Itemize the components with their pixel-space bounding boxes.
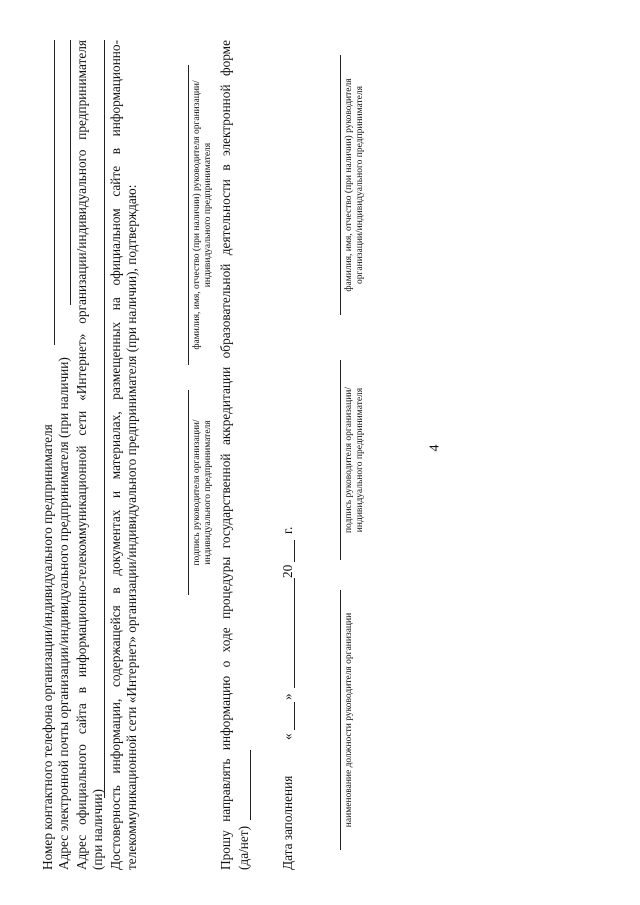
page-number: 4 bbox=[427, 444, 443, 452]
date-month-field[interactable] bbox=[294, 578, 295, 688]
head-signature-caption: подпись руководителя организации/ индивидуального предпринимателя bbox=[192, 419, 213, 566]
request-yes-no-field[interactable] bbox=[250, 750, 251, 820]
email-label: Адрес электронной почты организации/индивидуального предпринимателя (при наличии) bbox=[56, 357, 71, 870]
date-year-suffix: г. bbox=[280, 526, 295, 534]
date-label: Дата заполнения bbox=[280, 775, 295, 870]
bottom-signature-line[interactable] bbox=[340, 360, 341, 560]
trust-statement-cont: телекоммуникационной сети «Интернет» организации/индивидуального предпринимателя (при наличии), подтверждаю: bbox=[124, 184, 139, 870]
site-field[interactable] bbox=[104, 40, 105, 798]
bottom-signature-caption: подпись руководителя организации/ индивидуального предпринимателя bbox=[344, 386, 365, 534]
date-year-field[interactable] bbox=[294, 540, 295, 562]
position-caption: наименование должности руководителя организации bbox=[344, 612, 354, 828]
form-body bbox=[40, 40, 600, 870]
bottom-name-caption: фамилия, имя, отчество (при наличии) руководителя организации/индивидуального предпринимателя bbox=[344, 78, 365, 292]
trust-statement: Достоверность информации, содержащейся в документах и материалах, размещенных на официальном сайте в информационно- bbox=[108, 40, 123, 870]
request-yes-no-label: (да/нет) bbox=[236, 825, 251, 870]
head-name-line[interactable] bbox=[188, 65, 189, 365]
site-label: Адрес официального сайта в информационно-телекоммуникационной сети «Интернет» организации/индивидуального предпринимателя bbox=[74, 40, 89, 870]
date-quote-open: « bbox=[280, 733, 295, 740]
date-quote-close: » bbox=[280, 693, 295, 700]
head-name-caption: фамилия, имя, отчество (при наличии) руководителя организации/ индивидуального предпринимателя bbox=[192, 80, 213, 350]
site-label-cont: (при наличии) bbox=[90, 789, 105, 870]
request-statement: Прошу направлять информацию о ходе процедуры государственной аккредитации образовательной деятельности в электронной форме bbox=[218, 40, 233, 870]
date-day-field[interactable] bbox=[294, 702, 295, 730]
position-line[interactable] bbox=[340, 590, 341, 850]
phone-label: Номер контактного телефона организации/индивидуального предпринимателя bbox=[40, 424, 55, 870]
phone-field[interactable] bbox=[54, 40, 55, 345]
date-year-prefix: 20 bbox=[280, 564, 295, 578]
head-signature-line[interactable] bbox=[188, 390, 189, 595]
email-field[interactable] bbox=[70, 40, 71, 305]
bottom-name-line[interactable] bbox=[340, 55, 341, 315]
